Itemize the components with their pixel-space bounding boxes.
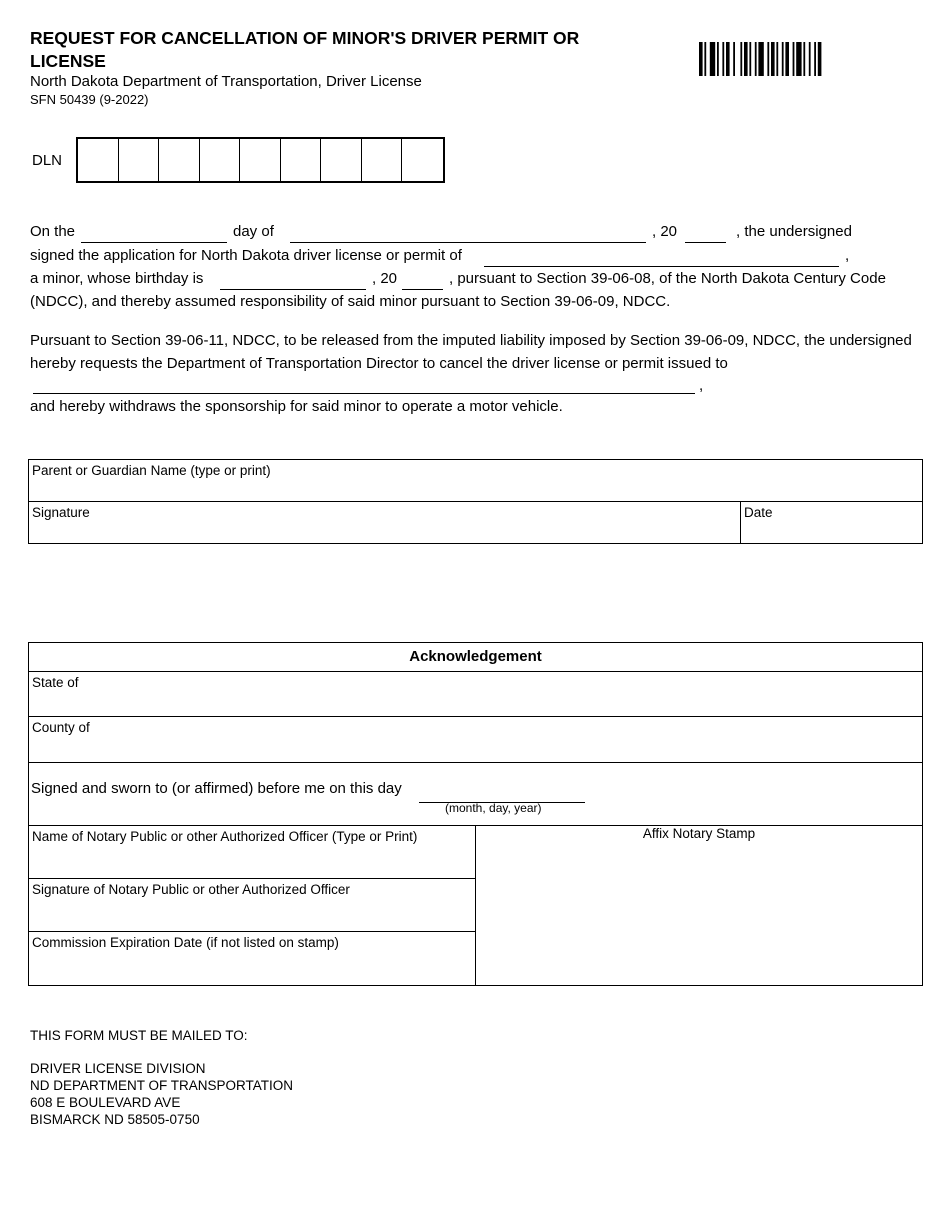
signature-field[interactable] [29,502,741,543]
notary-stamp-area[interactable] [476,826,922,985]
notary-stamp-label: Affix Notary Stamp [642,826,756,841]
ndcc-text: (NDCC), and thereby assumed responsibility of said minor pursuant to Section 39-06-09, NDCC. [30,293,671,310]
sworn-date-field[interactable] [419,783,585,803]
date-format-hint: (month, day, year) [445,801,542,815]
minor-birthday-text: a minor, whose birthday is [30,270,204,287]
mailing-line: ND DEPARTMENT OF TRANSPORTATION [30,1078,294,1093]
mailing-heading: THIS FORM MUST BE MAILED TO: [30,1028,248,1043]
form-title: REQUEST FOR CANCELLATION OF MINOR'S DRIVER PERMIT OR LICENSE [30,28,580,71]
sworn-text: Signed and sworn to (or affirmed) before me on this day [31,780,402,797]
dln-digit-box[interactable] [402,139,443,181]
dln-label: DLN [32,152,63,169]
dln-digit-box[interactable] [321,139,362,181]
form-number: SFN 50439 (9-2022) [30,92,149,107]
mailing-line: BISMARCK ND 58505-0750 [30,1112,200,1127]
comma-text: , [699,377,704,394]
agency-name: North Dakota Department of Transportation, Driver License [30,73,422,90]
parent-name-field[interactable] [29,460,922,502]
month-field[interactable] [290,223,646,243]
dln-digit-box[interactable] [281,139,322,181]
dln-input-group[interactable] [76,137,445,183]
notary-signature-field[interactable] [29,879,475,931]
year-field[interactable] [685,223,726,243]
birthday-field[interactable] [220,270,366,290]
county-field[interactable] [29,717,922,762]
state-label: State of [32,675,79,690]
pursuant-section-text: , pursuant to Section 39-06-08, of the North Dakota Century Code [449,270,886,287]
birth-year-field[interactable] [402,270,443,290]
date-label: Date [744,505,773,520]
county-label: County of [32,720,90,735]
minor-name-field[interactable] [484,247,839,267]
signed-application-text: signed the application for North Dakota driver license or permit of [30,247,462,264]
notary-name-field[interactable] [29,826,475,878]
dln-digit-box[interactable] [159,139,200,181]
mailing-line: DRIVER LICENSE DIVISION [30,1061,206,1076]
birth-year-prefix-text: , 20 [372,270,398,287]
parent-name-label: Parent or Guardian Name (type or print) [32,463,271,478]
commission-date-field[interactable] [29,932,475,985]
acknowledgement-table [28,642,923,986]
notary-signature-label: Signature of Notary Public or other Authorized Officer [32,882,350,897]
mailing-line: 608 E BOULEVARD AVE [30,1095,181,1110]
dln-digit-box[interactable] [200,139,241,181]
notary-name-label: Name of Notary Public or other Authorized Officer (Type or Print) [32,829,418,844]
barcode-icon [699,42,862,76]
withdraw-text: and hereby withdraws the sponsorship for said minor to operate a motor vehicle. [30,398,563,415]
commission-date-label: Commission Expiration Date (if not listed on stamp) [32,935,339,950]
year-prefix-text: , 20 [652,223,678,240]
state-field[interactable] [29,672,922,716]
on-the-text: On the [30,223,76,240]
dln-digit-box[interactable] [240,139,281,181]
day-number-field[interactable] [81,223,227,243]
acknowledgement-heading: Acknowledgement [409,648,542,665]
dln-digit-box[interactable] [78,139,119,181]
signature-label: Signature [32,505,90,520]
day-of-text: day of [233,223,274,240]
license-holder-field[interactable] [33,374,695,394]
release-paragraph: Pursuant to Section 39-06-11, NDCC, to be released from the imputed liability imposed by Section 39-06-09, NDCC, the undersigned hereby requests the Department of Transportation Director to cancel the driver license or permit issued to [30,332,912,372]
dln-digit-box[interactable] [119,139,160,181]
dln-digit-box[interactable] [362,139,403,181]
date-field[interactable] [741,502,922,543]
undersigned-text: , the undersigned [736,223,852,240]
parent-guardian-table [28,459,923,544]
comma-text: , [845,247,850,264]
